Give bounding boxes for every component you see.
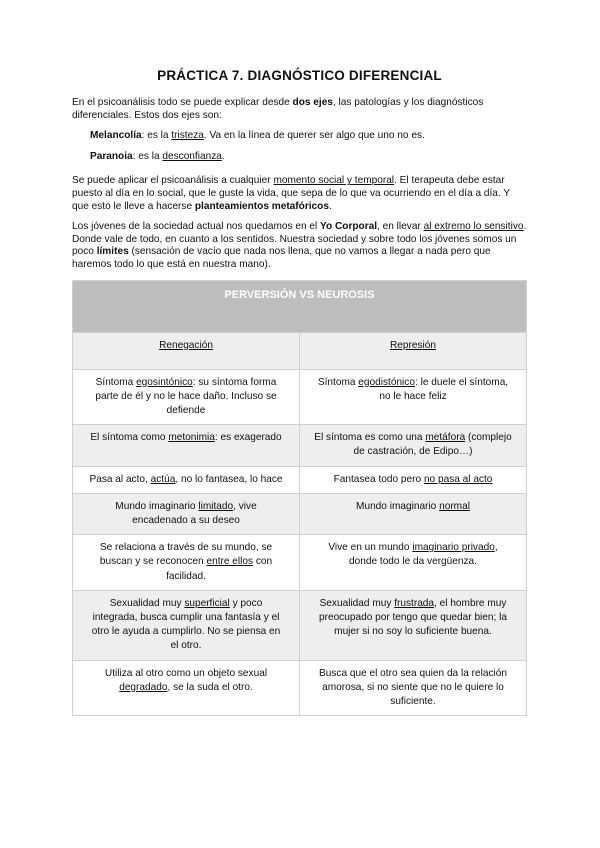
para3-bold-limites: límites xyxy=(96,246,129,258)
table-cell xyxy=(300,369,527,425)
paranoia-text-end: . xyxy=(221,150,225,162)
intro-bold: dos ejes xyxy=(292,97,333,108)
cell-underline: no pasa al acto xyxy=(423,473,493,485)
para3-text-2: , en llevar xyxy=(377,221,424,233)
melancolia-text-end: . Va en la línea de querer ser algo que uno no es. xyxy=(203,130,425,142)
cell-underline: egosintónico xyxy=(136,376,193,388)
table-cell xyxy=(73,466,300,493)
cell-underline: normal xyxy=(439,500,470,512)
melancolia-definition xyxy=(90,130,527,143)
cell-text: , el hombre muy preocupado por tengo que quedar bien; la mujer si no soy lo suficiente buena. xyxy=(318,597,507,638)
cell-text: Sexualidad muy xyxy=(319,597,395,609)
cell-text: Mundo imaginario xyxy=(115,500,199,512)
document-page xyxy=(72,68,527,716)
para3-text-3: . Donde vale de todo, en cuanto a los sentidos. Nuestra sociedad y sobre todo los jóvenes somos un poco xyxy=(72,221,527,258)
para2-text-mid: . El terapeuta debe estar puesto al día en lo social, que le guste la vida, que sepa de lo que va ocurriendo en el día a día. Y que esto le lleve a hacerse xyxy=(72,175,510,212)
cell-text: Sexualidad muy xyxy=(109,597,185,609)
para3-underline: al extremo lo sensitivo xyxy=(423,221,524,233)
para3-bold-yo: Yo Corporal xyxy=(320,221,378,233)
para2-bold: planteamientos metafóricos xyxy=(194,200,329,212)
para2-text: Se puede aplicar el psicoanálisis a cualquier xyxy=(72,175,274,187)
table-title: PERVERSIÓN VS NEUROSIS xyxy=(73,280,527,332)
column-header-represion-label: Represión xyxy=(389,339,436,351)
cell-text: Busca que el otro sea quien da la relación amorosa, si no siente que no le quiere lo suficiente. xyxy=(319,667,507,707)
cell-text: : es exagerado xyxy=(214,432,282,444)
table-cell xyxy=(73,369,300,425)
melancolia-text: : es la xyxy=(141,130,172,142)
table-cell xyxy=(73,535,300,591)
cell-underline: metáfora xyxy=(425,432,466,444)
cell-underline: imaginario privado xyxy=(412,542,495,554)
intro-text: En el psicoanálisis todo se puede explicar desde xyxy=(72,97,293,108)
table-cell xyxy=(300,425,527,466)
cell-text: Se relaciona a través de su mundo, se buscan y se reconocen xyxy=(99,542,273,568)
table-cell xyxy=(300,466,527,493)
table-row xyxy=(73,535,527,591)
cell-text: , no lo fantasea, lo hace xyxy=(175,473,283,485)
paranoia-underline: desconfianza xyxy=(162,150,222,162)
comparison-table xyxy=(72,280,527,717)
melancolia-term: Melancolía xyxy=(90,130,142,142)
column-header-renegacion-label: Renegación xyxy=(159,339,213,351)
table-header-row xyxy=(73,332,527,369)
cell-underline: egodistónico xyxy=(358,376,415,388)
cell-underline: degradado xyxy=(119,681,168,693)
table-row xyxy=(73,466,527,493)
paranoia-text: : es la xyxy=(132,150,163,162)
cell-text: Pasa al acto, xyxy=(89,473,151,485)
page-title: PRÁCTICA 7. DIAGNÓSTICO DIFERENCIAL xyxy=(157,68,442,83)
para2-underline: momento social y temporal xyxy=(273,175,395,187)
cell-underline: entre ellos xyxy=(206,556,254,568)
para3-text: Los jóvenes de la sociedad actual nos quedamos en el xyxy=(72,221,321,233)
cell-text: Síntoma xyxy=(95,376,137,388)
cell-text: El síntoma es como una xyxy=(314,432,426,444)
table-cell xyxy=(300,660,527,716)
para3-text-end: (sensación de vacío que nada nos llena, que no vamos a llegar a nada pero que haremos todo lo que está en nuestra mano). xyxy=(72,246,491,270)
cell-text: Síntoma xyxy=(317,376,359,388)
table-cell xyxy=(300,535,527,591)
table-cell xyxy=(73,660,300,716)
table-cell xyxy=(73,590,300,660)
cell-text: : le duele el síntoma, no le hace feliz xyxy=(379,376,509,402)
cell-text: : su síntoma forma parte de él y no le hace daño. Incluso se defiende xyxy=(95,376,277,416)
cell-text: Mundo imaginario xyxy=(356,500,440,512)
paranoia-definition xyxy=(90,151,527,164)
melancolia-underline: tristeza xyxy=(171,130,204,142)
cell-underline: metonimia xyxy=(168,432,215,444)
intro-paragraph xyxy=(72,97,527,122)
cell-text: con facilidad. xyxy=(166,556,273,582)
para2-text-end: . xyxy=(328,200,332,212)
cell-underline: actúa xyxy=(150,473,176,485)
cell-underline: frustrada xyxy=(394,597,435,609)
table-cell xyxy=(300,493,527,534)
cell-text: , vive encadenado a su deseo xyxy=(132,500,257,526)
cell-text: Utiliza al otro como un objeto sexual xyxy=(104,667,268,679)
cell-text: , donde todo le da vergüenza. xyxy=(349,542,498,568)
table-cell xyxy=(73,425,300,466)
cell-text: Vive en un mundo xyxy=(328,542,413,554)
paranoia-term: Paranoia xyxy=(90,150,133,162)
paragraph-psicoanalisis xyxy=(72,175,527,213)
table-row xyxy=(73,590,527,660)
cell-text: Fantasea todo pero xyxy=(333,473,424,485)
paragraph-jovenes xyxy=(72,221,527,271)
table-cell xyxy=(300,590,527,660)
cell-text: El síntoma como xyxy=(90,432,169,444)
table-row xyxy=(73,660,527,716)
cell-text: y poco integrada, busca cumplir una fantasía y el otro le ayuda a cumplirlo. No se piensa en el otro. xyxy=(91,597,281,652)
table-row xyxy=(73,369,527,425)
intro-text-end: , las patologías y los diagnósticos diferenciales. Estos dos ejes son: xyxy=(72,97,484,121)
cell-underline: limitado xyxy=(198,500,234,512)
table-row xyxy=(73,493,527,534)
cell-text: , se la suda el otro. xyxy=(167,681,253,693)
cell-text: (complejo de castración, de Edipo…) xyxy=(353,432,512,458)
column-header-represion xyxy=(300,332,527,369)
table-row xyxy=(73,425,527,466)
cell-underline: superficial xyxy=(184,597,230,609)
table-cell xyxy=(73,493,300,534)
column-header-renegacion xyxy=(73,332,300,369)
